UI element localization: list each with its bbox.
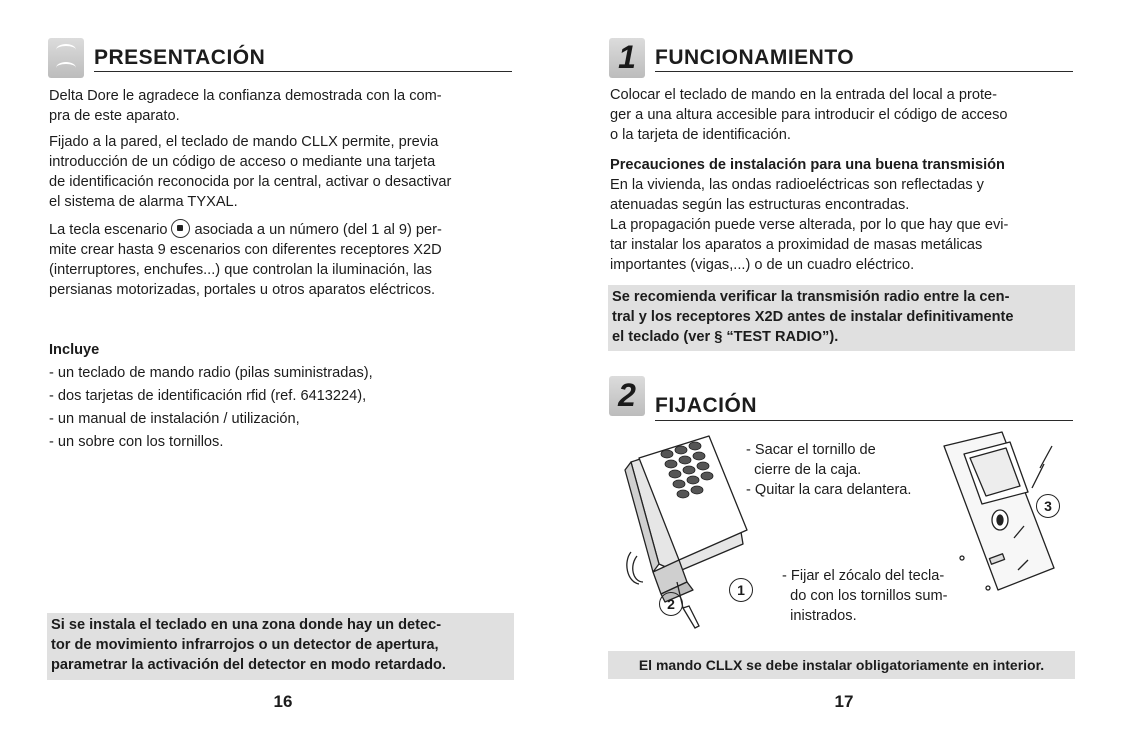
marker-1: 1 <box>729 578 753 602</box>
precautions-title: Precauciones de instalación para una buena transmisión <box>610 157 1005 173</box>
scenario-key-icon <box>171 219 190 238</box>
list-item: - un manual de instalación / utilización, <box>49 411 300 427</box>
header-rule <box>94 71 512 72</box>
incluye-list <box>49 340 373 452</box>
header-rule <box>655 71 1073 72</box>
funcionamiento-title: FUNCIONAMIENTO <box>655 46 855 69</box>
description-paragraph: Fijado a la pared, el teclado de mando CLLX permite, previa introducción de un código de acceso o mediante una tarjeta de identificación reconocida por la central, activar o desactivar el sistema de alarma TYXAL. <box>49 134 452 210</box>
marker-2: 2 <box>659 592 683 616</box>
section-badge-icon <box>48 38 84 78</box>
funcionamiento-header <box>609 38 1073 78</box>
list-item: - un teclado de mando radio (pilas suministradas), <box>49 365 373 381</box>
presentacion-title: PRESENTACIÓN <box>94 46 266 69</box>
precautions-paragraph: Precauciones de instalación para una buena transmisión En la vivienda, las ondas radioeléctricas son reflectadas y atenuadas según las estructuras encontradas. La propagación puede verse alterada, por lo que hay que evi- tar instalar los aparatos a proximidad de masas metálicas importantes (vigas,...) o de un cuadro eléctrico. <box>610 157 1009 273</box>
presentacion-header <box>48 38 512 78</box>
list-item: - un sobre con los tornillos. <box>49 434 224 450</box>
section-number: 1 <box>618 39 636 75</box>
keypad-removal-illustration <box>617 432 767 632</box>
fijacion-header <box>609 376 1073 422</box>
left-page <box>0 0 561 739</box>
section-number: 2 <box>618 377 636 413</box>
funcionamiento-text: Colocar el teclado de mando en la entrada del local a prote- ger a una altura accesible para introducir el código de acceso o la tarjeta de identificación. <box>610 87 1008 143</box>
step-remove-front: - Sacar el tornillo de cierre de la caja. - Quitar la cara delantera. <box>746 442 912 498</box>
incluye-title: Incluye <box>49 342 100 358</box>
step-fix-base: - Fijar el zócalo del tecla- do con los tornillos sum- inistrados. <box>782 568 948 624</box>
header-rule <box>655 420 1073 421</box>
scenario-paragraph: La tecla escenario asociada a un número (del 1 al 9) per- mite crear hasta 9 escenarios con diferentes receptores X2D (interruptores, enchufes...) que controlan la iluminación, las persianas motorizadas, portales u otros aparatos eléctricos. <box>49 219 442 300</box>
detector-warning-box: Si se instala el teclado en una zona donde hay un detec- tor de movimiento infrarrojos o un detector de apertura, parametrar la activación del detector en modo retardado. <box>47 613 514 680</box>
right-page <box>561 0 1123 739</box>
indoor-installation-box: El mando CLLX se debe instalar obligatoriamente en interior. <box>608 651 1075 679</box>
list-item: - dos tarjetas de identificación rfid (ref. 6413224), <box>49 388 367 404</box>
recommendation-box: Se recomienda verificar la transmisión radio entre la cen- tral y los receptores X2D antes de instalar definitivamente el teclado (ver § “TEST RADIO”). <box>608 285 1075 351</box>
fijacion-title: FIJACIÓN <box>655 394 758 417</box>
base-mounting-illustration <box>936 428 1086 608</box>
page-number: 16 <box>273 692 293 711</box>
page-number: 17 <box>834 692 854 711</box>
marker-3: 3 <box>1036 494 1060 518</box>
intro-paragraph: Delta Dore le agradece la confianza demostrada con la com- pra de este aparato. <box>49 88 442 124</box>
